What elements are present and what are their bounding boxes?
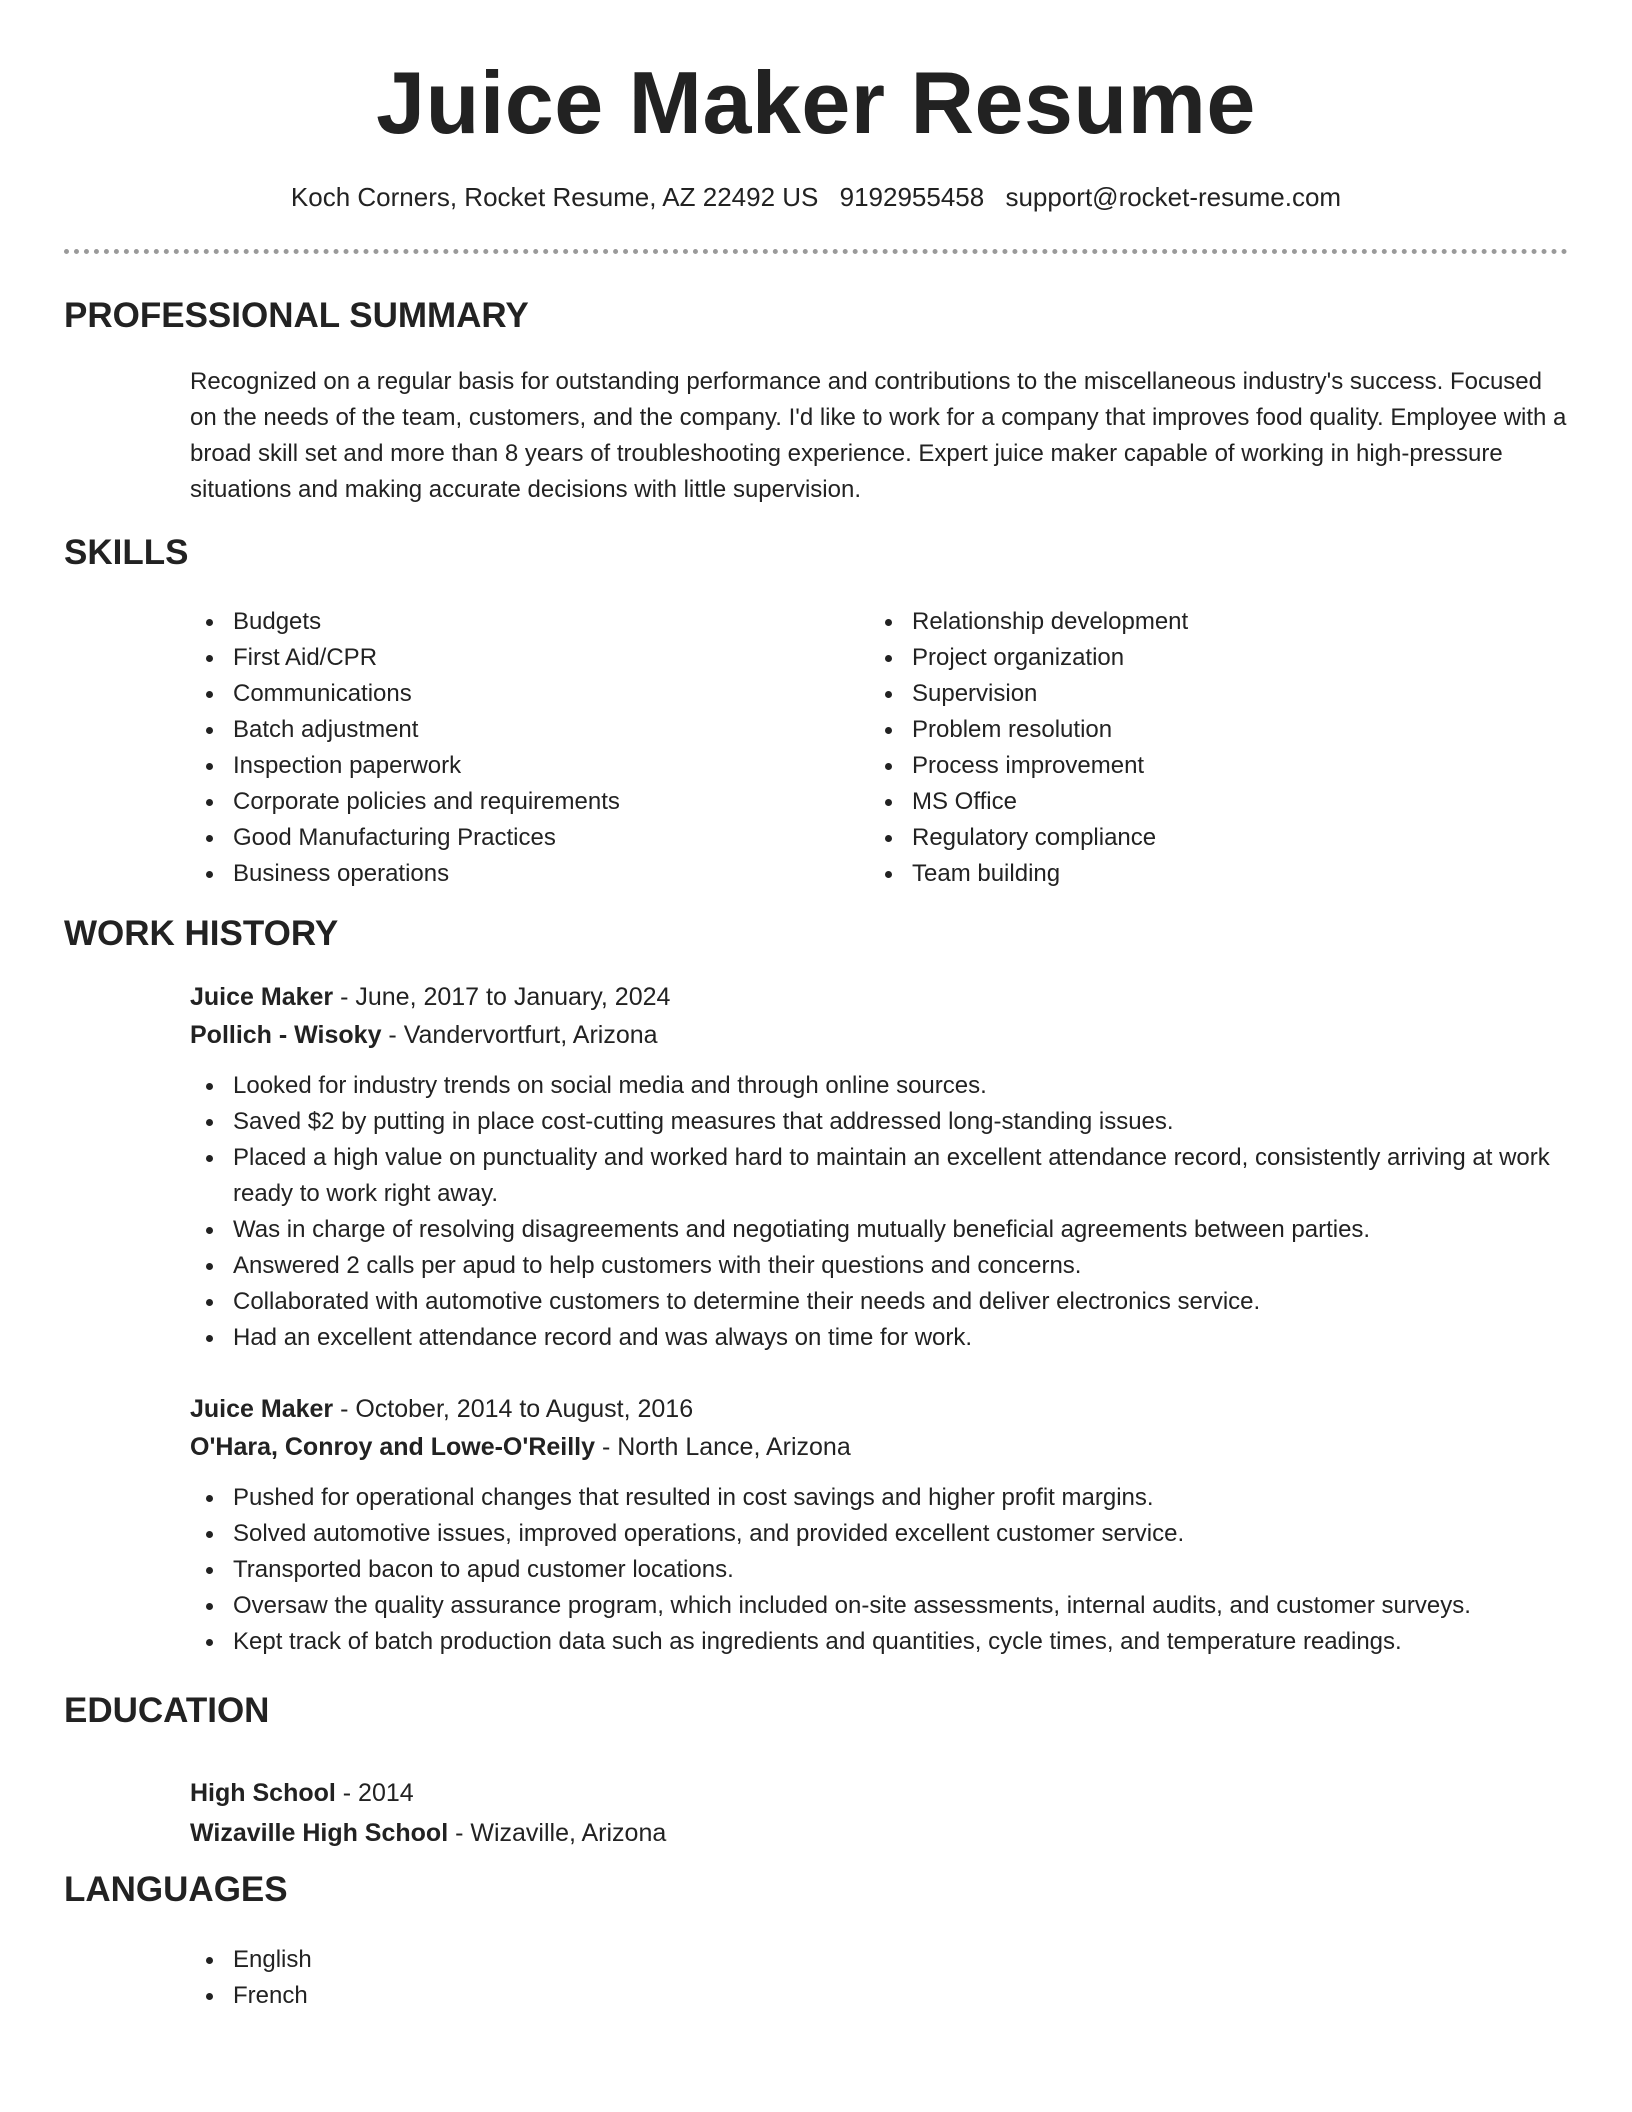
header-divider [64, 249, 1568, 254]
languages-list [190, 1942, 790, 2014]
job-company: O'Hara, Conroy and Lowe-O'Reilly [190, 1433, 596, 1461]
skills-heading: SKILLS [64, 533, 189, 572]
skill-item: Batch adjustment [190, 712, 850, 748]
skills-list-right [869, 604, 1529, 892]
skill-item: MS Office [869, 784, 1529, 820]
education-heading: EDUCATION [64, 1691, 270, 1730]
job-company: Pollich - Wisoky [190, 1021, 382, 1049]
job-title: Juice Maker [190, 1395, 334, 1423]
contact-phone: 9192955458 [839, 182, 985, 212]
skill-item: Project organization [869, 640, 1529, 676]
job-duty: Kept track of batch production data such as ingredients and quantities, cycle times, and temperature readings. [190, 1624, 1570, 1660]
job-company-line [190, 1016, 1570, 1054]
education-degree: High School [190, 1779, 336, 1807]
job-duty: Was in charge of resolving disagreements and negotiating mutually beneficial agreements between parties. [190, 1212, 1570, 1248]
job-company-line [190, 1428, 1570, 1466]
job-duty: Pushed for operational changes that resulted in cost savings and higher profit margins. [190, 1480, 1570, 1516]
skill-item: First Aid/CPR [190, 640, 850, 676]
skill-item: Relationship development [869, 604, 1529, 640]
skill-item: Problem resolution [869, 712, 1529, 748]
education-year: - 2014 [335, 1779, 414, 1807]
job-duty: Had an excellent attendance record and was always on time for work. [190, 1320, 1570, 1356]
job-duty: Solved automotive issues, improved operations, and provided excellent customer service. [190, 1516, 1570, 1552]
job-title: Juice Maker [190, 983, 334, 1011]
job-duties-list [190, 1480, 1570, 1660]
skill-item: Business operations [190, 856, 850, 892]
skill-item: Team building [869, 856, 1529, 892]
skill-item: Corporate policies and requirements [190, 784, 850, 820]
skill-item: Good Manufacturing Practices [190, 820, 850, 856]
work-history-heading: WORK HISTORY [64, 914, 339, 953]
job-title-line [190, 1390, 1570, 1428]
language-item: English [190, 1942, 790, 1978]
summary-heading: PROFESSIONAL SUMMARY [64, 296, 529, 335]
job-entry [190, 1390, 1570, 1660]
job-location: - Vandervortfurt, Arizona [381, 1021, 658, 1049]
skill-item: Regulatory compliance [869, 820, 1529, 856]
job-dates: - June, 2017 to January, 2024 [333, 983, 671, 1011]
education-degree-line [190, 1773, 1570, 1813]
job-duty: Answered 2 calls per apud to help customers with their questions and concerns. [190, 1248, 1570, 1284]
job-title-line [190, 978, 1570, 1016]
skill-item: Budgets [190, 604, 850, 640]
job-duty: Looked for industry trends on social media and through online sources. [190, 1068, 1570, 1104]
summary-text: Recognized on a regular basis for outstanding performance and contributions to the miscellaneous industry's success. Focused on the needs of the team, customers, and the company. I'd like to work for a company that improves food quality. Employee with a broad skill set and more than 8 years of troubleshooting experience. Expert juice maker capable of working in high-pressure situations and making accurate decisions with little supervision. [190, 368, 1567, 503]
skill-item: Supervision [869, 676, 1529, 712]
job-duty: Oversaw the quality assurance program, which included on-site assessments, internal audits, and customer surveys. [190, 1588, 1570, 1624]
job-entry [190, 978, 1570, 1356]
education-school-line [190, 1813, 1570, 1853]
job-duty: Placed a high value on punctuality and worked hard to maintain an excellent attendance record, consistently arriving at work ready to work right away. [190, 1140, 1570, 1212]
contact-address: Koch Corners, Rocket Resume, AZ 22492 US [290, 182, 819, 212]
contact-line [0, 182, 1632, 213]
education-entry [190, 1773, 1570, 1853]
job-location: - North Lance, Arizona [595, 1433, 851, 1461]
job-dates: - October, 2014 to August, 2016 [333, 1395, 694, 1423]
job-duty: Saved $2 by putting in place cost-cutting measures that addressed long-standing issues. [190, 1104, 1570, 1140]
education-school: Wizaville High School [190, 1819, 449, 1847]
skill-item: Inspection paperwork [190, 748, 850, 784]
contact-email: support@rocket-resume.com [1005, 182, 1342, 212]
skill-item: Process improvement [869, 748, 1529, 784]
languages-heading: LANGUAGES [64, 1870, 288, 1909]
job-duty: Collaborated with automotive customers to determine their needs and deliver electronics service. [190, 1284, 1570, 1320]
language-item: French [190, 1978, 790, 2014]
job-duties-list [190, 1068, 1570, 1356]
resume-title: Juice Maker Resume [376, 53, 1256, 152]
skills-list-left [190, 604, 850, 892]
job-duty: Transported bacon to apud customer locations. [190, 1552, 1570, 1588]
education-location: - Wizaville, Arizona [448, 1819, 667, 1847]
skill-item: Communications [190, 676, 850, 712]
